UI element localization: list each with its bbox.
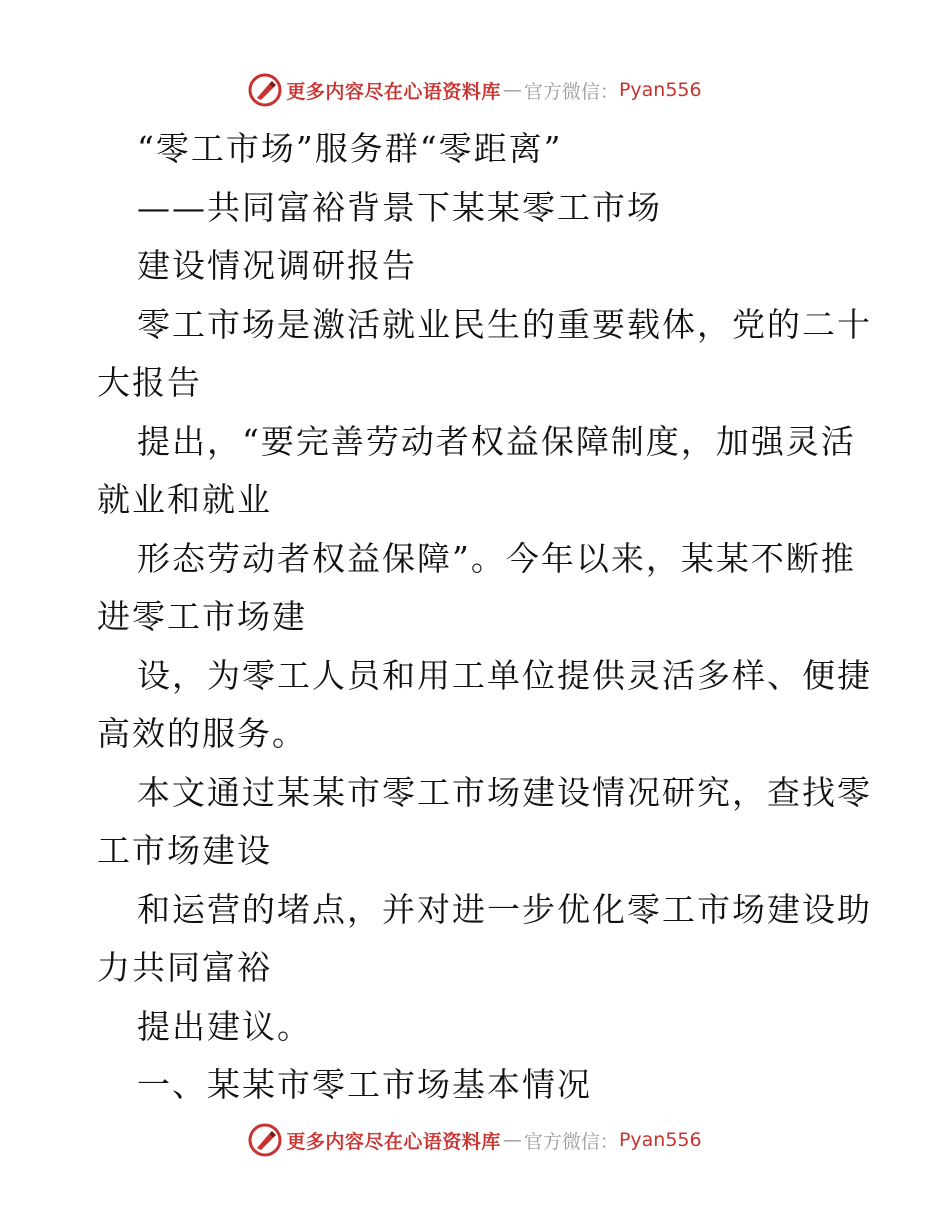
paragraph-line: 力共同富裕 — [97, 948, 272, 987]
paragraph-line: 高效的服务。 — [97, 714, 307, 753]
paragraph-line: 形态劳动者权益保障”。今年以来，某某不断推 — [137, 538, 856, 578]
banner-separator: — — [502, 1129, 522, 1151]
paragraph-line: 提出建议。 — [137, 1006, 312, 1046]
paragraph-line: 设，为零工人员和用工单位提供灵活多样、便捷 — [137, 655, 872, 695]
banner-wechat-label: 官方微信： — [523, 80, 619, 103]
banner-title: 更多内容尽在心语资料库 — [286, 80, 501, 103]
document-body — [97, 120, 872, 1115]
paragraph-line: 工市场建设 — [97, 831, 272, 870]
pen-logo-icon — [248, 73, 282, 107]
banner-wechat-label: 官方微信： — [523, 1130, 619, 1153]
title-line-1: “零工市场”服务群“零距离” — [137, 129, 563, 168]
title-line-3: 建设情况调研报告 — [137, 246, 417, 285]
paragraph-line: 本文通过某某市零工市场建设情况研究，查找零 — [137, 772, 872, 812]
title-line-2: ——共同富裕背景下某某零工市场 — [137, 187, 662, 227]
footer-banner — [0, 1120, 950, 1160]
section-heading: 一、某某市零工市场基本情况 — [137, 1065, 592, 1104]
banner-wechat-id: Pyan556 — [618, 1129, 702, 1151]
paragraph-line: 进零工市场建 — [97, 597, 307, 636]
pen-logo-icon — [248, 1123, 282, 1157]
paragraph-line: 大报告 — [97, 363, 202, 402]
banner-title: 更多内容尽在心语资料库 — [286, 1130, 501, 1153]
paragraph-line: 和运营的堵点，并对进一步优化零工市场建设助 — [137, 889, 872, 929]
banner-separator: — — [502, 79, 522, 101]
paragraph-line: 零工市场是激活就业民生的重要载体，党的二十 — [137, 304, 872, 344]
header-banner — [0, 70, 950, 110]
paragraph-line: 提出，“要完善劳动者权益保障制度，加强灵活 — [137, 421, 856, 461]
banner-wechat-id: Pyan556 — [618, 79, 702, 101]
paragraph-line: 就业和就业 — [97, 480, 272, 519]
